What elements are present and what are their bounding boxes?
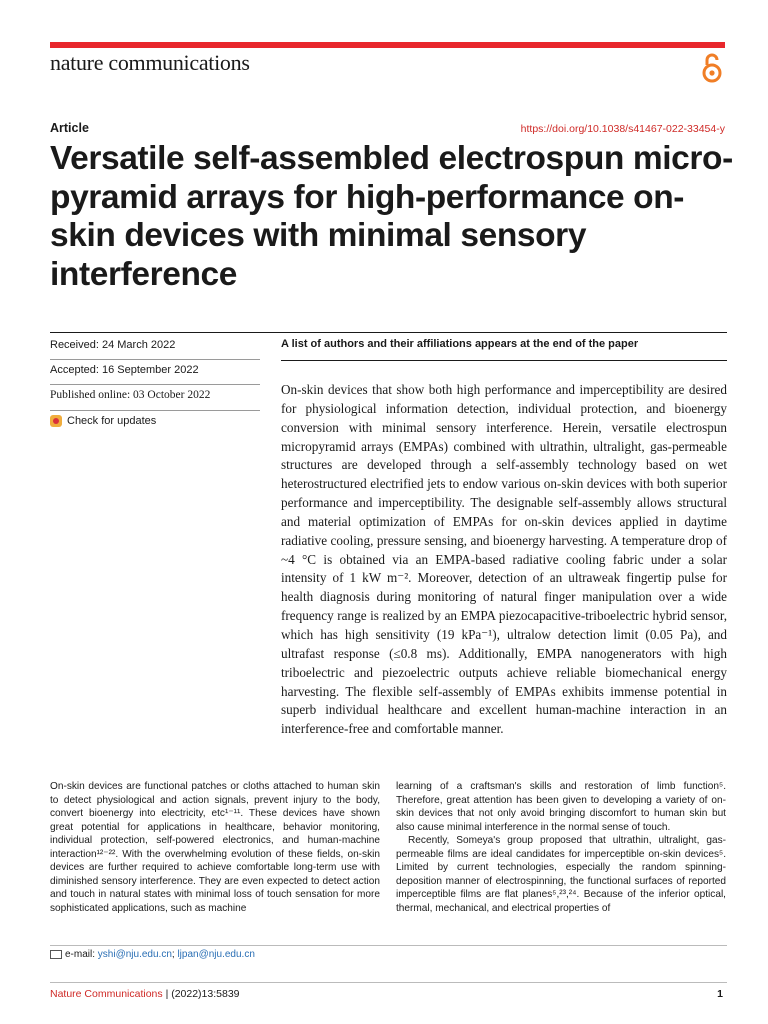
header-accent-bar <box>50 42 725 48</box>
received-date: Received: 24 March 2022 <box>50 339 176 351</box>
check-updates-icon <box>50 415 62 427</box>
footnote-divider <box>50 945 727 946</box>
doi-link[interactable]: https://doi.org/10.1038/s41467-022-33454-y <box>520 123 725 135</box>
envelope-icon <box>50 950 62 959</box>
abstract-divider <box>281 360 727 361</box>
page-number: 1 <box>717 988 723 1000</box>
accepted-date: Accepted: 16 September 2022 <box>50 364 199 376</box>
correspondence-email <box>50 949 255 960</box>
footer-divider <box>50 982 727 983</box>
meta-divider <box>50 359 260 360</box>
meta-divider <box>50 332 727 333</box>
open-access-icon <box>700 52 724 84</box>
body-paragraph: On-skin devices are functional patches or cloths attached to human skin to detect physiological and action signals, prevent injury to the body, convert bioenergy into electricity, etc¹⁻¹¹. These devices have shown great potential for applications in healthcare, behavior monitoring, individual protection, self-powered electronics, and human-machine interaction¹²⁻²². With the overwhelming evolution of these fields, on-skin devices are further required to achieve comfortable long-term use with diminished sensory interference. They are even expected to detect action and touch in natural states with minimal loss of touch sensation for more sophisticated applications, such as machine <box>50 781 380 914</box>
footer-volume: | (2022)13:5839 <box>165 988 240 1000</box>
footer-journal: Nature Communications <box>50 988 163 1000</box>
email-link-2[interactable]: ljpan@nju.edu.cn <box>177 949 255 960</box>
article-type: Article <box>50 121 89 135</box>
email-separator: ; <box>171 949 175 960</box>
paper-title: Versatile self-assembled electrospun micro-pyramid arrays for high-performance on-skin devices with minimal sensory interference <box>50 140 733 293</box>
published-date: Published online: 03 October 2022 <box>50 389 211 401</box>
check-updates-label: Check for updates <box>67 415 157 427</box>
email-link-1[interactable]: yshi@nju.edu.cn <box>97 949 172 960</box>
body-paragraph: learning of a craftsman's skills and restoration of limb function⁵. Therefore, great attention has been given to developing a variety of on-skin devices that not only avoid bringing discomfort to human skin but also cause minimal interference in the normal sense of touch. <box>396 781 726 833</box>
body-column-left <box>50 780 380 915</box>
body-paragraph: Recently, Someya's group proposed that ultrathin, ultralight, gas-permeable films are ideal candidates for imperceptible on-skin devices⁵. Limited by current technologies, especially the random spinning-deposition manner of electrospinning, the functional surfaces of reported imperceptible films are flat planes⁵,²³,²⁴. Because of the inferior optical, thermal, mechanical, and electrical properties of <box>396 835 726 914</box>
body-column-right <box>396 780 726 915</box>
check-for-updates[interactable] <box>50 415 156 427</box>
authors-note: A list of authors and their affiliations appears at the end of the paper <box>281 338 639 350</box>
meta-divider <box>50 410 260 411</box>
journal-name: nature communications <box>50 50 250 75</box>
email-label: e-mail: <box>65 949 96 960</box>
abstract: On-skin devices that show both high performance and imperceptibility are desired for physiological information detection, individual protection, and bioenergy conversion with minimal sensory interference. Herein, versatile electrospun micropyramid arrays (EMPAs) combined with ultrathin, ultralight, gas-permeable structures are developed through a self-assembly technology based on wet heterostructured electrified jets to endow various on-skin devices with both superior performance and imperceptibility. The designable self-assembly allows structural and material optimization of EMPAs for on-skin devices applied in daytime radiative cooling, pressure sensing, and bioenergy harvesting. A temperature drop of ~4 °C is obtained via an EMPA-based radiative cooling fabric under a solar intensity of 1 kW m⁻². Moreover, detection of an ultraweak fingertip pulse for health diagnosis during monitoring of natural finger manipulation over a wide frequency range is realized by an EMPA piezocapacitive-triboelectric hybrid sensor, which has high sensitivity (19 kPa⁻¹), ultralow detection limit (0.05 Pa), and ultrafast response (≤0.8 ms). Additionally, EMPA nanogenerators with high triboelectric and piezoelectric outputs achieve reliable biomechanical energy harvesting. The flexible self-assembly of EMPAs exhibits immense potential in superb individual healthcare and excellent human-machine interaction in an interference-free and comfortable manner. <box>281 382 727 737</box>
meta-divider <box>50 384 260 385</box>
footer-citation <box>50 988 240 1000</box>
